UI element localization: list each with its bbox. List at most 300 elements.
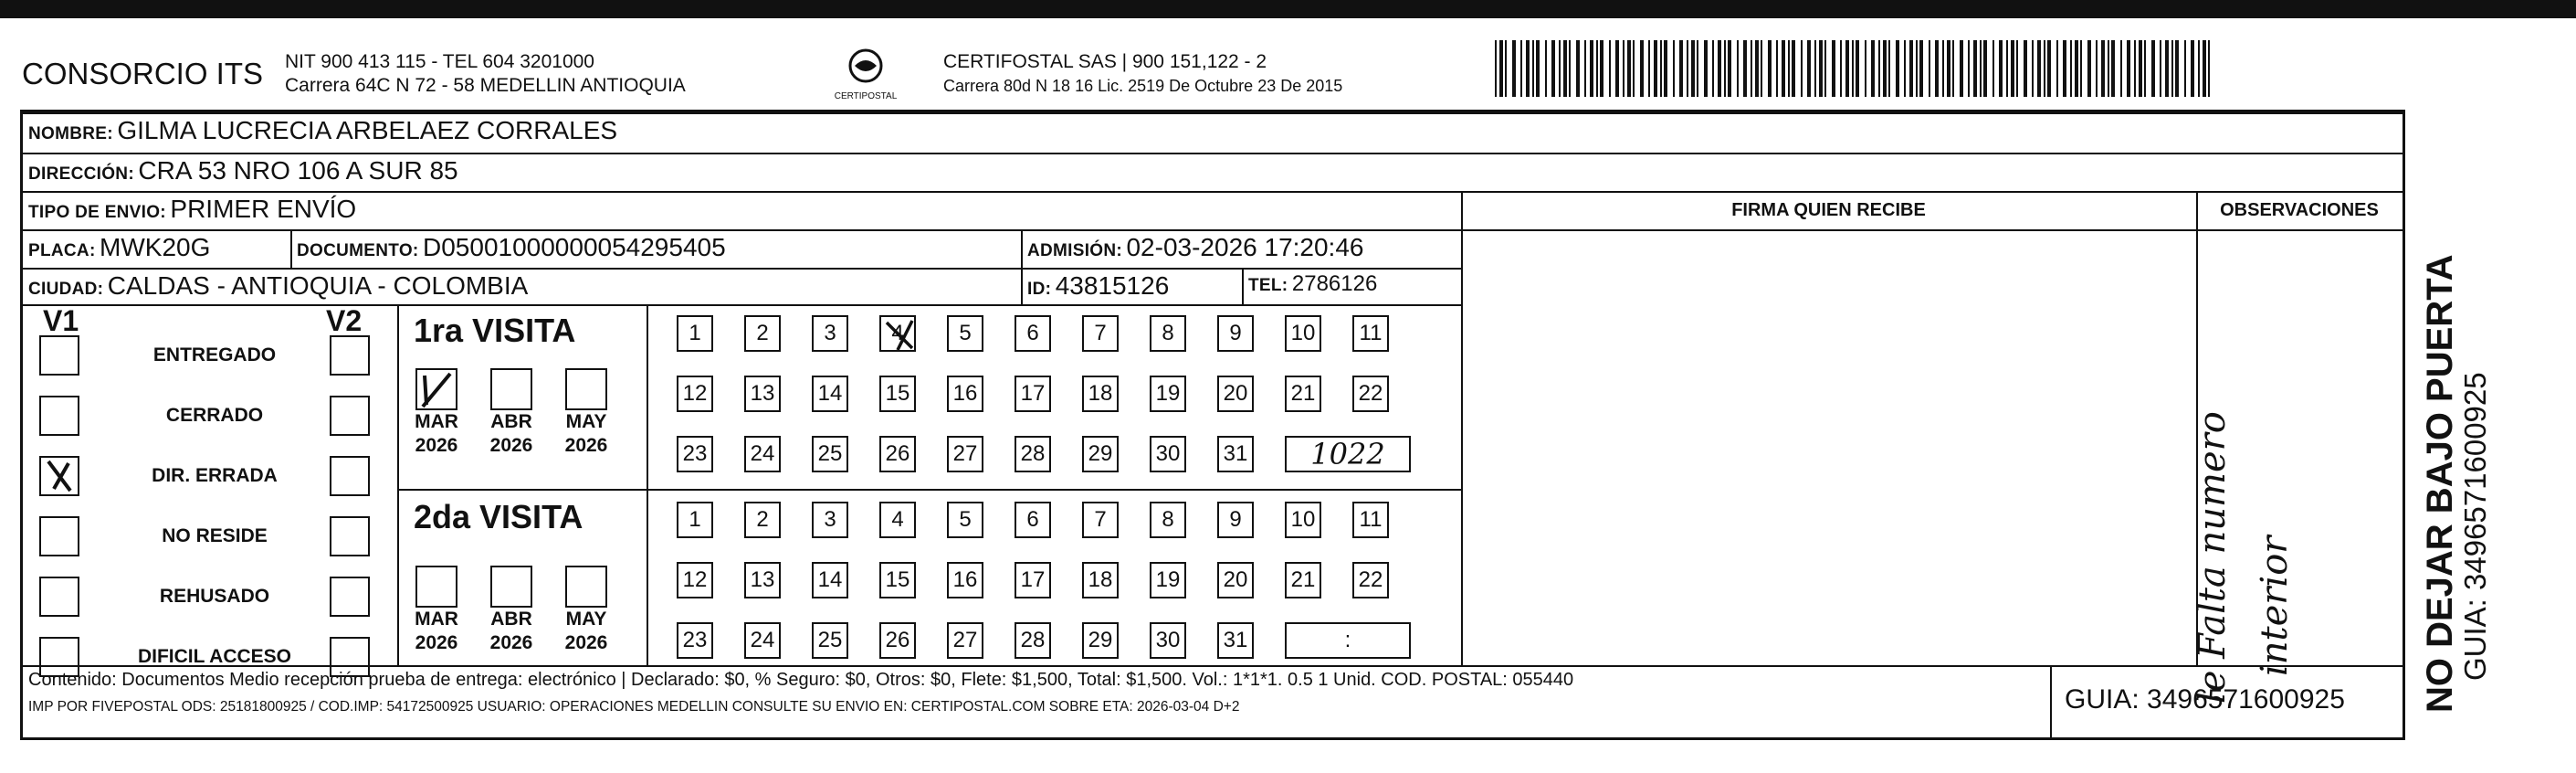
- time-box[interactable]: [1285, 622, 1411, 659]
- day-box[interactable]: [1150, 436, 1186, 472]
- month-checkbox[interactable]: [565, 566, 607, 608]
- day-box[interactable]: [1150, 622, 1186, 659]
- barcode-bar: [1718, 40, 1721, 97]
- day-box[interactable]: [812, 622, 848, 659]
- day-number: 3: [824, 507, 836, 532]
- barcode-bar: [1968, 40, 1970, 97]
- day-number: 28: [1020, 441, 1046, 466]
- day-number: 31: [1223, 628, 1248, 652]
- barcode-bar: [1600, 40, 1603, 97]
- barcode-bar: [2165, 40, 2169, 97]
- day-box[interactable]: [947, 622, 983, 659]
- day-box[interactable]: [1352, 502, 1389, 538]
- barcode-bar: [1697, 40, 1698, 97]
- placa-label: PLACA:: [28, 241, 96, 260]
- day-box[interactable]: [812, 376, 848, 412]
- barcode-bar: [1512, 40, 1516, 97]
- barcode-bar: [1596, 40, 1598, 97]
- barcode-bar: [2127, 40, 2130, 97]
- barcode-bar: [1691, 40, 1695, 97]
- day-number: 5: [959, 321, 972, 345]
- v1-checkbox[interactable]: [39, 577, 79, 617]
- direccion-row: [28, 156, 458, 185]
- certipostal-address: Carrera 80d N 18 16 Lic. 2519 De Octubre 23 De 2015: [943, 77, 1343, 95]
- day-box[interactable]: [879, 376, 916, 412]
- delivery-form: [20, 110, 2405, 740]
- day-box[interactable]: [1015, 436, 1051, 472]
- day-number: 31: [1223, 441, 1248, 466]
- firma-left-border: [1461, 191, 1463, 665]
- barcode-bar: [2037, 40, 2041, 97]
- month-year: 2026: [564, 435, 608, 456]
- barcode-bar: [1840, 40, 1842, 97]
- v2-checkbox[interactable]: [330, 396, 370, 436]
- tel-value: 2786126: [1291, 271, 1378, 296]
- day-number: 28: [1020, 628, 1046, 652]
- day-number: 1: [689, 507, 701, 532]
- admision-field: [1027, 233, 1363, 262]
- day-box[interactable]: [744, 622, 781, 659]
- day-number: 21: [1290, 381, 1316, 406]
- day-box[interactable]: [879, 562, 916, 598]
- barcode-bar: [2208, 40, 2210, 97]
- day-box[interactable]: [677, 562, 713, 598]
- time-value: :: [1344, 628, 1351, 652]
- barcode-bar: [1499, 40, 1503, 97]
- day-box[interactable]: [677, 376, 713, 412]
- barcode-bar: [2024, 40, 2027, 97]
- barcode-bar: [1559, 40, 1561, 97]
- barcode-bar: [1776, 40, 1778, 97]
- day-number: 7: [1094, 507, 1107, 532]
- barcode-bar: [1576, 40, 1580, 97]
- day-number: 20: [1223, 567, 1248, 592]
- v2-checkbox[interactable]: [330, 516, 370, 556]
- tipo-row: [28, 195, 356, 224]
- day-box[interactable]: [947, 436, 983, 472]
- day-box[interactable]: [677, 502, 713, 538]
- documento-value: D05001000000054295405: [423, 233, 726, 261]
- barcode-bar: [1590, 40, 1593, 97]
- footer-imp-line: IMP POR FIVEPOSTAL ODS: 25181800925 / COD.IMP: 54172500925 USUARIO: OPERACIONES MEDELLIN CONSULTE SU ENVIO EN: CERTIPOSTAL.COM SOBRE ETA: 2026-03-04 D+2: [28, 699, 1240, 715]
- documento-field: [297, 233, 726, 262]
- day-box[interactable]: [677, 622, 713, 659]
- day-box[interactable]: [1285, 315, 1321, 352]
- day-number: 11: [1359, 321, 1383, 345]
- v1-checkbox[interactable]: [39, 396, 79, 436]
- month-name: ABR: [490, 411, 532, 432]
- day-number: 14: [817, 567, 843, 592]
- barcode-bar: [2047, 40, 2051, 97]
- barcode-bar: [1856, 40, 1859, 97]
- nombre-value: GILMA LUCRECIA ARBELAEZ CORRALES: [117, 116, 618, 144]
- visit1-title: 1ra VISITA: [414, 312, 576, 349]
- barcode-bar: [1664, 40, 1667, 97]
- day-box[interactable]: [879, 315, 916, 352]
- day-box[interactable]: [947, 502, 983, 538]
- logo-text: CERTIPOSTAL: [834, 91, 898, 101]
- barcode-bar: [1623, 40, 1624, 97]
- barcode-bar: [2184, 40, 2186, 97]
- day-box[interactable]: [1352, 562, 1389, 598]
- month-name: MAR: [415, 411, 458, 432]
- admision-label: ADMISIÓN:: [1027, 241, 1123, 260]
- barcode-bar: [1532, 40, 1534, 97]
- barcode-bar: [1947, 40, 1950, 97]
- documento-label: DOCUMENTO:: [297, 241, 419, 260]
- v2-checkbox[interactable]: [330, 335, 370, 376]
- id-label: ID:: [1027, 280, 1052, 299]
- day-number: 26: [885, 628, 910, 652]
- barcode-bar: [1788, 40, 1790, 97]
- time-box[interactable]: [1285, 436, 1411, 472]
- day-box[interactable]: [1150, 502, 1186, 538]
- barcode-bar: [2096, 40, 2098, 97]
- day-box[interactable]: [1285, 502, 1321, 538]
- barcode-bar: [1935, 40, 1939, 97]
- day-box[interactable]: [1150, 562, 1186, 598]
- day-box[interactable]: [677, 315, 713, 352]
- day-number: 24: [750, 441, 775, 466]
- day-number: 18: [1088, 567, 1113, 592]
- barcode-bar: [1654, 40, 1657, 97]
- side-warning: NO DEJAR BAJO PUERTA: [2420, 254, 2460, 713]
- day-box[interactable]: [947, 315, 983, 352]
- day-number: 1: [689, 321, 701, 345]
- month-name: MAY: [565, 411, 607, 432]
- barcode-bar: [1584, 40, 1586, 97]
- barcode-bar: [1973, 40, 1977, 97]
- barcode-bar: [2160, 40, 2161, 97]
- day-box[interactable]: [812, 315, 848, 352]
- day-box[interactable]: [1217, 376, 1254, 412]
- day-box[interactable]: [1352, 376, 1389, 412]
- barcode-bar: [1545, 40, 1547, 97]
- barcode-bar: [1832, 40, 1835, 97]
- barcode-bar: [1888, 40, 1890, 97]
- day-number: 5: [959, 507, 972, 532]
- day-box[interactable]: [879, 622, 916, 659]
- day-box[interactable]: [1082, 376, 1119, 412]
- status-label: REHUSADO: [159, 586, 270, 607]
- barcode-bar: [2016, 40, 2018, 97]
- barcode-bar: [2198, 40, 2200, 97]
- barcode-bar: [1980, 40, 1982, 97]
- months-days-divider: [647, 304, 648, 665]
- barcode-bar: [2006, 40, 2008, 97]
- barcode-bar: [1999, 40, 2003, 97]
- barcode-bar: [1495, 40, 1497, 97]
- barcode-bar: [1505, 40, 1507, 97]
- barcode-bar: [1737, 40, 1739, 97]
- day-number: 6: [1026, 321, 1039, 345]
- firma-header: FIRMA QUIEN RECIBE: [1731, 200, 1926, 220]
- day-number: 30: [1155, 441, 1181, 466]
- observaciones-handwriting-2: interior: [2254, 535, 2296, 676]
- v1-checkbox[interactable]: [39, 335, 79, 376]
- day-box[interactable]: [1082, 436, 1119, 472]
- admision-value: 02-03-2026 17:20:46: [1126, 233, 1364, 261]
- month-year: 2026: [415, 435, 458, 456]
- nombre-label: NOMBRE:: [28, 124, 113, 143]
- month-name: MAY: [565, 609, 607, 630]
- month-label: [479, 608, 543, 655]
- barcode-bar: [1755, 40, 1759, 97]
- barcode-bar: [1687, 40, 1688, 97]
- barcode-bar: [1536, 40, 1540, 97]
- barcode-bar: [1743, 40, 1747, 97]
- day-box[interactable]: [812, 436, 848, 472]
- barcode-bar: [2080, 40, 2082, 97]
- tipo-label: TIPO DE ENVIO:: [28, 203, 166, 222]
- barcode-bar: [1648, 40, 1650, 97]
- day-box[interactable]: [1082, 562, 1119, 598]
- day-number: 29: [1088, 441, 1113, 466]
- day-number: 14: [817, 381, 843, 406]
- day-number: 13: [750, 567, 775, 592]
- check-mark-icon: [417, 370, 456, 408]
- day-box[interactable]: [1082, 622, 1119, 659]
- company-info: [285, 50, 686, 98]
- day-box[interactable]: [812, 502, 848, 538]
- v2-checkbox[interactable]: [330, 577, 370, 617]
- day-number: 17: [1020, 381, 1046, 406]
- barcode-bar: [2134, 40, 2136, 97]
- day-box[interactable]: [744, 502, 781, 538]
- barcode-bar: [1952, 40, 1954, 97]
- barcode-bar: [2108, 40, 2109, 97]
- barcode: [1495, 40, 2214, 97]
- barcode-bar: [1728, 40, 1731, 97]
- day-number: 15: [885, 567, 910, 592]
- month-checkbox[interactable]: [490, 368, 532, 410]
- day-box[interactable]: [1150, 376, 1186, 412]
- barcode-bar: [2070, 40, 2072, 97]
- day-number: 12: [682, 381, 708, 406]
- barcode-bar: [1801, 40, 1803, 97]
- barcode-bar: [2139, 40, 2142, 97]
- barcode-bar: [1724, 40, 1726, 97]
- barcode-bar: [1673, 40, 1675, 97]
- barcode-bar: [1807, 40, 1811, 97]
- direccion-label: DIRECCIÓN:: [28, 164, 134, 184]
- barcode-bar: [2032, 40, 2034, 97]
- status-label: NO RESIDE: [162, 525, 268, 546]
- check-mark-icon: [41, 458, 78, 494]
- day-number: 7: [1094, 321, 1107, 345]
- day-box[interactable]: [1285, 562, 1321, 598]
- day-number: 25: [817, 441, 843, 466]
- row-line: [23, 112, 2403, 114]
- row-line: [23, 304, 1461, 306]
- tel-label: TEL:: [1248, 276, 1288, 295]
- day-box[interactable]: [1015, 622, 1051, 659]
- day-box[interactable]: [1285, 376, 1321, 412]
- barcode-bar: [1640, 40, 1644, 97]
- month-checkbox[interactable]: [490, 566, 532, 608]
- day-number: 30: [1155, 628, 1181, 652]
- v2-checkbox[interactable]: [330, 456, 370, 496]
- tel-field: [1248, 271, 1377, 297]
- barcode-bar: [2063, 40, 2066, 97]
- day-box[interactable]: [1217, 315, 1254, 352]
- footer-content-line: Contenido: Documentos Medio recepción prueba de entrega: electrónico | Declarado: $0, % Seguro: $0, Otros: $0, Flete: $1,500, Total: $1,500. Vol.: 1*1*1. 0.5 1 Unid. COD. POSTAL: 055440: [28, 670, 1574, 690]
- day-box[interactable]: [677, 436, 713, 472]
- v2-header: V2: [326, 304, 363, 337]
- nombre-row: [28, 116, 617, 145]
- barcode-bar: [1919, 40, 1923, 97]
- month-label: [554, 410, 618, 458]
- id-value: 43815126: [1055, 271, 1170, 300]
- day-box[interactable]: [1015, 376, 1051, 412]
- month-label: [479, 410, 543, 458]
- day-box[interactable]: [1015, 502, 1051, 538]
- day-number: 19: [1155, 381, 1181, 406]
- time-value: 1022: [1310, 437, 1385, 471]
- day-box[interactable]: [1150, 315, 1186, 352]
- placa-field: [28, 233, 210, 262]
- barcode-bar: [1824, 40, 1826, 97]
- day-number: 15: [885, 381, 910, 406]
- day-number: 24: [750, 628, 775, 652]
- status-label: ENTREGADO: [152, 344, 277, 365]
- barcode-bar: [1845, 40, 1849, 97]
- day-number: 10: [1290, 507, 1316, 532]
- barcode-bar: [1751, 40, 1752, 97]
- barcode-bar: [1712, 40, 1714, 97]
- day-number: 2: [756, 507, 769, 532]
- barcode-bar: [2151, 40, 2155, 97]
- company-address: Carrera 64C N 72 - 58 MEDELLIN ANTIOQUIA: [285, 75, 686, 96]
- status-visits-divider: [397, 304, 399, 665]
- day-number: 29: [1088, 628, 1113, 652]
- company-name: CONSORCIO ITS: [22, 57, 264, 90]
- day-number: 9: [1229, 321, 1242, 345]
- barcode-bar: [2144, 40, 2146, 97]
- day-box[interactable]: [812, 562, 848, 598]
- day-number: 4: [891, 321, 904, 345]
- day-box[interactable]: [947, 562, 983, 598]
- barcode-bar: [2120, 40, 2122, 97]
- barcode-bar: [1563, 40, 1567, 97]
- barcode-bar: [1992, 40, 1994, 97]
- barcode-bar: [2075, 40, 2078, 97]
- day-box[interactable]: [744, 376, 781, 412]
- month-label: [405, 608, 468, 655]
- day-number: 21: [1290, 567, 1316, 592]
- month-checkbox[interactable]: [415, 368, 457, 410]
- month-checkbox[interactable]: [565, 368, 607, 410]
- day-box[interactable]: [1015, 315, 1051, 352]
- ciudad-value: CALDAS - ANTIOQUIA - COLOMBIA: [107, 271, 529, 300]
- row-line: [23, 268, 1461, 270]
- day-box[interactable]: [1217, 562, 1254, 598]
- barcode-bar: [1819, 40, 1823, 97]
- check-mark-icon: [881, 317, 918, 354]
- day-number: 3: [824, 321, 836, 345]
- side-guia: GUIA: 3496571600925: [2458, 372, 2492, 681]
- day-number: 16: [952, 567, 978, 592]
- barcode-bar: [2171, 40, 2173, 97]
- barcode-bar: [1983, 40, 1987, 97]
- day-number: 16: [952, 381, 978, 406]
- barcode-bar: [1929, 40, 1930, 97]
- barcode-bar: [1852, 40, 1854, 97]
- day-number: 27: [952, 441, 978, 466]
- day-box[interactable]: [1015, 562, 1051, 598]
- month-checkbox[interactable]: [415, 566, 457, 608]
- barcode-bar: [1782, 40, 1785, 97]
- day-box[interactable]: [947, 376, 983, 412]
- month-year: 2026: [564, 632, 608, 653]
- day-box[interactable]: [1217, 502, 1254, 538]
- barcode-bar: [1942, 40, 1944, 97]
- barcode-bar: [2111, 40, 2115, 97]
- month-name: MAR: [415, 609, 458, 630]
- barcode-bar: [1960, 40, 1963, 97]
- day-box[interactable]: [879, 502, 916, 538]
- day-number: 8: [1162, 507, 1174, 532]
- day-box[interactable]: [1217, 622, 1254, 659]
- month-year: 2026: [415, 632, 458, 653]
- barcode-bar: [1792, 40, 1795, 97]
- top-border-bar: [0, 0, 2576, 18]
- v1-checkbox[interactable]: [39, 516, 79, 556]
- admision-divider: [1021, 229, 1023, 304]
- v1-header: V1: [43, 304, 79, 337]
- barcode-bar: [2191, 40, 2194, 97]
- row-line: [23, 229, 2403, 231]
- day-box[interactable]: [1082, 502, 1119, 538]
- day-number: 26: [885, 441, 910, 466]
- barcode-bar: [1627, 40, 1631, 97]
- day-box[interactable]: [1082, 315, 1119, 352]
- barcode-bar: [1633, 40, 1635, 97]
- barcode-bar: [1916, 40, 1918, 97]
- barcode-bar: [1520, 40, 1522, 97]
- barcode-bar: [1704, 40, 1708, 97]
- day-box[interactable]: [1352, 315, 1389, 352]
- v1-checkbox[interactable]: [39, 456, 79, 496]
- status-label: DIR. ERRADA: [152, 465, 278, 486]
- day-number: 25: [817, 628, 843, 652]
- ciudad-field: [28, 271, 528, 301]
- day-number: 27: [952, 628, 978, 652]
- barcode-bar: [2203, 40, 2206, 97]
- barcode-bar: [1909, 40, 1913, 97]
- day-box[interactable]: [879, 436, 916, 472]
- month-year: 2026: [489, 632, 533, 653]
- row-line: [23, 665, 2403, 667]
- day-box[interactable]: [744, 562, 781, 598]
- status-label: CERRADO: [165, 405, 264, 426]
- barcode-bar: [1878, 40, 1880, 97]
- barcode-bar: [1904, 40, 1906, 97]
- tel-divider: [1242, 268, 1244, 304]
- observaciones-handwriting-1: le Falta numero: [2192, 411, 2234, 704]
- day-number: 12: [682, 567, 708, 592]
- ciudad-label: CIUDAD:: [28, 280, 104, 299]
- day-number: 22: [1358, 567, 1383, 592]
- placa-divider: [290, 229, 292, 268]
- barcode-bar: [2056, 40, 2058, 97]
- day-box[interactable]: [744, 436, 781, 472]
- day-box[interactable]: [1217, 436, 1254, 472]
- day-number: 8: [1162, 321, 1174, 345]
- status-label: DIFICIL ACCESO: [137, 646, 291, 667]
- certipostal-logo: [827, 46, 904, 106]
- day-box[interactable]: [744, 315, 781, 352]
